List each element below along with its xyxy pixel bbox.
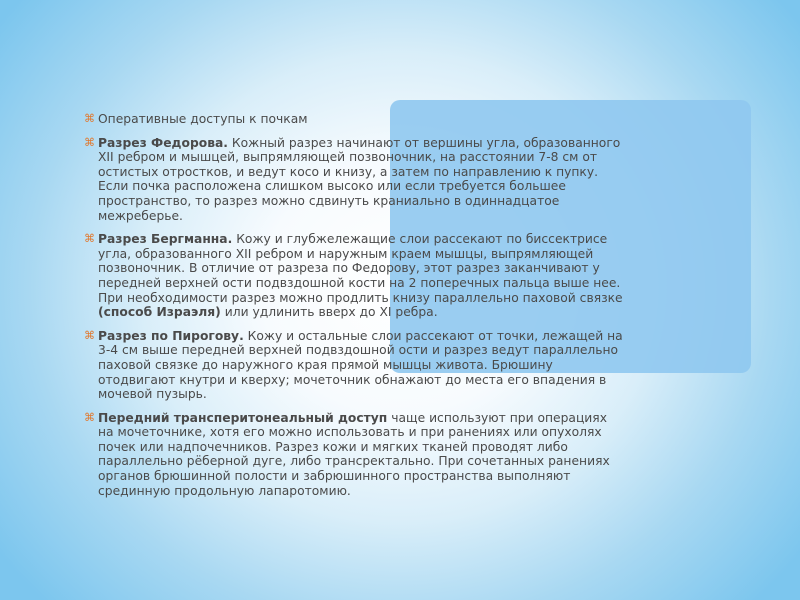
item-heading: Разрез Федорова. <box>98 135 228 150</box>
bullet-icon: ⌘ <box>84 328 95 342</box>
item-text: Оперативные доступы к почкам <box>98 112 308 126</box>
list-item-transperitoneal <box>84 411 624 499</box>
slide-content <box>84 112 624 507</box>
item-text: или удлинить вверх до XI ребра. <box>220 305 438 320</box>
item-text: Кожу и остальные слои рассекают от точки, лежащей на 3-4 см выше передней верхней подвздошной ости и разрез ведут параллельно паховой связке до наружного края прямой мышцы живота. Брюшину отодвигают кнутри и кверху; мочеточник обнажают до места его впадения в мочевой пузырь. <box>98 328 623 402</box>
item-heading: Разрез Бергманна. <box>98 232 233 247</box>
list-item-bergmann <box>84 232 624 320</box>
list-item-intro <box>84 112 624 127</box>
bullet-icon: ⌘ <box>84 135 95 149</box>
list-item-pirogov <box>84 329 624 402</box>
item-emphasis: (способ Израэля) <box>98 305 221 320</box>
bullet-icon: ⌘ <box>84 232 95 246</box>
item-heading: Разрез по Пирогову. <box>98 328 244 343</box>
list-item-fedorov <box>84 136 624 224</box>
item-heading: Передний трансперитонеальный доступ <box>98 410 388 425</box>
bullet-icon: ⌘ <box>84 112 95 125</box>
item-text: Кожу и глубжележащие слои рассекают по биссектрисе угла, образованного XII ребром и наружным краем мышцы, выпрямляющей позвоночник. В отличие от разреза по Федорову, этот разрез заканчивают у передней верхней ости подвздошной кости на 2 поперечных пальца выше нее. При необходимости разрез можно продлить книзу параллельно паховой связке <box>98 232 623 305</box>
bullet-icon: ⌘ <box>84 410 95 424</box>
item-text: чаще используют при операциях на мочеточнике, хотя его можно использовать и при ранениях или опухолях почек или надпочечников. Разрез кожи и мягких тканей проводят либо параллельно рёберной дуге, либо трансректально. При сочетанных ранениях органов брюшинной полости и забрюшинного пространства выполняют срединную продольную лапаротомию. <box>98 410 610 498</box>
item-text: Кожный разрез начинают от вершины угла, образованного XII ребром и мышцей, выпрямляющей позвоночник, на расстоянии 7-8 см от остистых отростков, и ведут косо и книзу, а затем по направлению к пупку. Если почка расположена слишком высоко или если требуется большее пространство, то разрез можно сдвинуть краниально в одиннадцатое межреберье. <box>98 135 621 223</box>
